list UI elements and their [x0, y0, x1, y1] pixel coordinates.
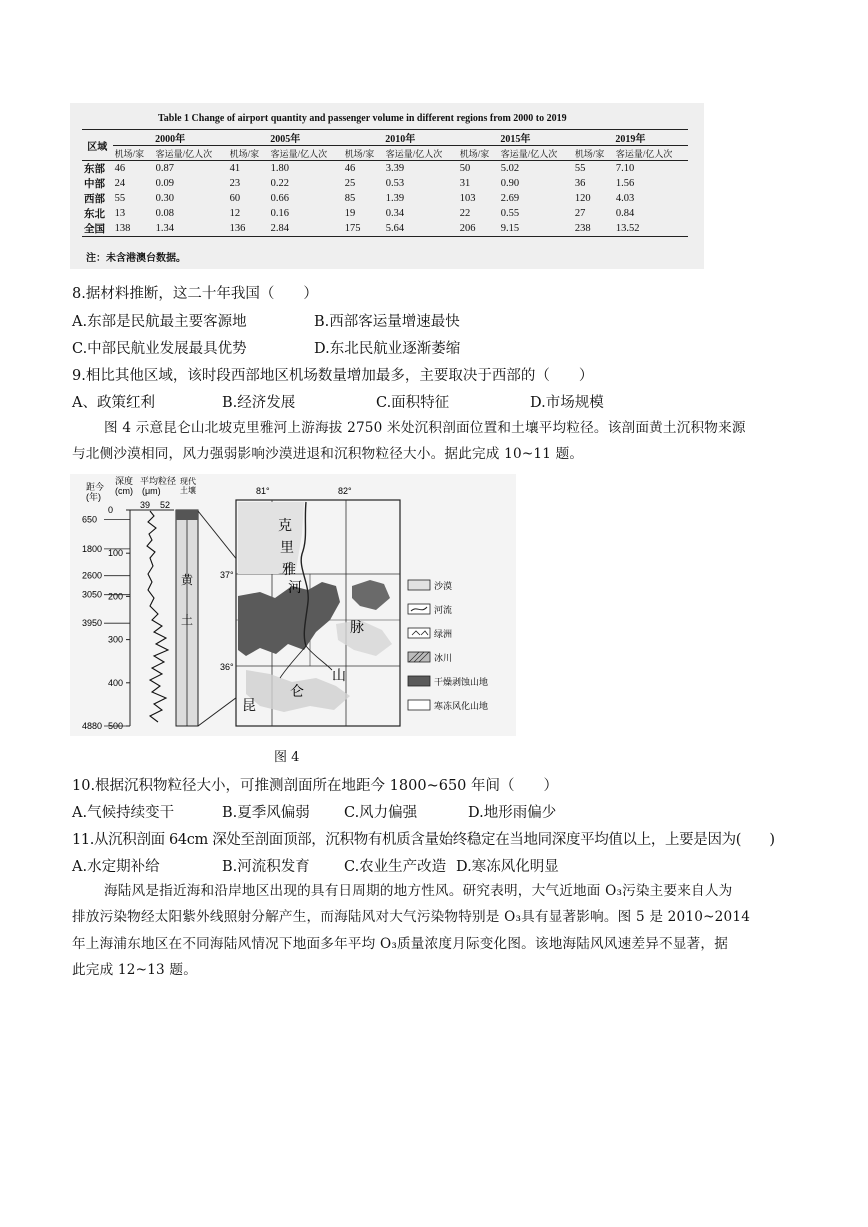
depth-tick-label: 0 — [108, 505, 114, 515]
age-tick-label: 1800 — [82, 543, 103, 554]
table-cell: 7.10 — [615, 163, 635, 174]
depth-tick-label: 500 — [108, 721, 124, 731]
region-cell: 全国 — [82, 221, 113, 237]
q8-stem: 8.据材料推断，这二十年我国（ ） — [72, 286, 318, 302]
table-row — [82, 176, 688, 191]
age-tick-label: 3950 — [82, 618, 103, 629]
year-header: 2019年 — [573, 130, 688, 146]
table-cell: 50 — [459, 163, 471, 174]
table-cell: 23 — [229, 178, 241, 189]
legend-swatch-frost-weathering — [408, 700, 430, 710]
table-cell: 46 — [344, 163, 356, 174]
intro-12-13-line2: 排放污染物经太阳紫外线照射分解产生，而海陆风对大气污染物特别是 O₃具有显著影响。图 5 是 2010~2014 — [72, 909, 751, 925]
year-header: 2000年 — [113, 130, 228, 146]
table-cell: 0.08 — [155, 208, 174, 219]
q11-option-d[interactable]: D.寒冻风化明显 — [456, 859, 559, 875]
table-cell: 25 — [344, 178, 356, 189]
q11-option-b[interactable]: B.河流积发育 — [222, 859, 310, 875]
sub-header: 客运量/亿人次 — [499, 146, 573, 161]
grain-tick: 39 — [140, 500, 151, 510]
table-cell: 46 — [114, 163, 126, 174]
sub-header: 机场/家 — [458, 146, 499, 161]
table-caption: Table 1 Change of airport quantity and passenger volume in different regions from 2000 to 2019 — [158, 113, 567, 124]
region-cell: 东部 — [84, 164, 105, 175]
table-cell: 0.84 — [615, 208, 635, 219]
q8-option-c[interactable]: C.中部民航业发展最具优势 — [72, 341, 247, 357]
age-tick-label: 3050 — [82, 589, 103, 600]
q8-option-b[interactable]: B.西部客运量增速最快 — [314, 314, 460, 330]
age-tick-label: 2600 — [82, 570, 103, 581]
table-cell: 5.02 — [500, 163, 520, 174]
table-cell: 36 — [574, 178, 586, 189]
year-header: 2015年 — [458, 130, 573, 146]
figure-4-caption: 图 4 — [274, 750, 300, 765]
q9-option-c[interactable]: C.面积特征 — [376, 395, 450, 411]
table-cell: 3.39 — [385, 163, 405, 174]
age-tick-label: 4880 — [82, 721, 103, 731]
q10-option-c[interactable]: C.风力偏强 — [344, 805, 418, 821]
sub-header: 机场/家 — [573, 146, 614, 161]
legend-label: 冰川 — [434, 653, 453, 663]
legend-label: 干燥剥蚀山地 — [434, 677, 489, 687]
table-cell: 103 — [459, 193, 476, 204]
table-cell: 22 — [459, 208, 471, 219]
table-row — [82, 191, 688, 206]
table-cell: 60 — [229, 193, 241, 204]
table-cell: 12 — [229, 208, 241, 219]
legend-label: 寒冻风化山地 — [434, 701, 489, 711]
region-header: 区域 — [82, 130, 113, 161]
place-label: 克 — [278, 518, 292, 534]
region-cell: 西部 — [84, 194, 105, 205]
table-cell: 0.55 — [500, 208, 520, 219]
lat-label: 36° — [220, 662, 234, 672]
sub-header: 客运量/亿人次 — [614, 146, 688, 161]
table-cell: 0.30 — [155, 193, 174, 204]
sub-header: 客运量/亿人次 — [154, 146, 228, 161]
depth-tick-label: 100 — [108, 548, 124, 559]
q10-option-a[interactable]: A.气候持续变干 — [72, 805, 175, 821]
lat-label: 37° — [220, 570, 234, 580]
table-cell: 55 — [114, 193, 126, 204]
table-cell: 13.52 — [614, 221, 688, 237]
year-header: 2005年 — [228, 130, 343, 146]
depth-tick-label: 200 — [108, 591, 124, 602]
table-cell: 41 — [229, 163, 241, 174]
q11-option-c[interactable]: C.农业生产改造 — [344, 859, 447, 875]
q8-option-a[interactable]: A.东部是民航最主要客源地 — [72, 314, 247, 330]
q10-option-b[interactable]: B.夏季风偏弱 — [222, 805, 310, 821]
legend-swatch-dry-eroded — [408, 676, 430, 686]
table-cell: 2.84 — [269, 221, 343, 237]
place-label: 昆 — [242, 698, 256, 714]
sub-header: 机场/家 — [343, 146, 384, 161]
place-label: 山 — [332, 668, 346, 684]
q9-option-a[interactable]: A、政策红利 — [72, 395, 155, 411]
legend-swatch-desert — [408, 580, 430, 590]
sub-header: 客运量/亿人次 — [269, 146, 343, 161]
q10-stem: 10.根据沉积物粒径大小，可推测剖面所在地距今 1800~650 年间（ ） — [72, 778, 559, 794]
intro-10-11-line1: 图 4 示意昆仑山北坡克里雅河上游海拔 2750 米处沉积剖面位置和土壤平均粒径。该剖面黄土沉积物来源 — [104, 420, 746, 436]
table-row — [82, 161, 688, 177]
intro-12-13-line1: 海陆风是指近海和沿岸地区出现的具有日周期的地方性风。研究表明，大气近地面 O₃污染主要来自人为 — [104, 883, 733, 899]
legend-label: 河流 — [434, 605, 453, 615]
airport-table — [82, 129, 688, 237]
grain-tick: 52 — [160, 500, 171, 510]
table-cell: 13 — [114, 208, 126, 219]
lon-label: 82° — [338, 486, 352, 496]
region-cell: 东北 — [84, 209, 105, 220]
table-cell: 0.53 — [385, 178, 405, 189]
figure-4 — [70, 474, 516, 736]
table-cell: 31 — [459, 178, 471, 189]
table-cell: 206 — [458, 221, 499, 237]
loess-label: 土 — [181, 613, 194, 627]
table-cell: 1.39 — [385, 193, 405, 204]
sub-header: 机场/家 — [113, 146, 154, 161]
depth-tick-label: 400 — [108, 677, 124, 688]
q9-option-d[interactable]: D.市场规模 — [530, 395, 604, 411]
lon-label: 81° — [256, 486, 270, 496]
table-cell: 5.64 — [384, 221, 458, 237]
q8-option-d[interactable]: D.东北民航业逐渐萎缩 — [314, 341, 461, 357]
table-cell: 27 — [574, 208, 586, 219]
grain-header: 平均粒径(μm) — [140, 476, 177, 496]
place-label: 河 — [288, 580, 302, 596]
table-cell: 55 — [574, 163, 586, 174]
table-cell: 24 — [114, 178, 126, 189]
table-cell: 138 — [113, 221, 154, 237]
q11-stem: 11.从沉积剖面 64cm 深处至剖面顶部，沉积物有机质含量始终稳定在当地同深度平均值以上，上要是因为( ) — [72, 832, 775, 848]
table-cell: 0.09 — [155, 178, 174, 189]
table-cell: 0.87 — [155, 163, 174, 174]
table-cell: 19 — [344, 208, 356, 219]
place-label: 雅 — [282, 562, 296, 578]
depth-header: 深度(cm) — [115, 476, 134, 496]
table-cell: 2.69 — [500, 193, 520, 204]
q10-option-d[interactable]: D.地形雨偏少 — [468, 805, 557, 821]
map-legend — [408, 580, 488, 711]
table-cell: 0.22 — [270, 178, 290, 189]
table-cell: 175 — [343, 221, 384, 237]
age-tick-label: 650 — [82, 514, 98, 525]
modern-soil-layer — [176, 510, 198, 520]
table-cell: 136 — [228, 221, 269, 237]
table-cell: 0.16 — [270, 208, 290, 219]
table-image — [70, 103, 704, 269]
intro-12-13-line3: 年上海浦东地区在不同海陆风情况下地面多年平均 O₃质量浓度月际变化图。该地海陆风风速差异不显著，据 — [72, 936, 729, 952]
place-label: 仑 — [290, 684, 304, 700]
intro-12-13-line4: 此完成 12~13 题。 — [72, 962, 197, 978]
table-cell: 0.34 — [385, 208, 405, 219]
table-cell: 4.03 — [615, 193, 635, 204]
table-cell: 9.15 — [499, 221, 573, 237]
sub-header: 机场/家 — [228, 146, 269, 161]
depth-ticks — [108, 505, 130, 731]
soil-header: 现代土壤 — [180, 477, 196, 495]
q11-option-a[interactable]: A.水定期补给 — [72, 859, 160, 875]
table-cell: 238 — [573, 221, 614, 237]
age-ticks — [82, 515, 130, 731]
table-cell: 0.66 — [270, 193, 290, 204]
region-cell: 中部 — [84, 179, 105, 190]
intro-10-11-line2: 与北侧沙漠相同，风力强弱影响沙漠进退和沉积物粒径大小。据此完成 10~11 题。 — [72, 446, 584, 462]
year-header: 2010年 — [343, 130, 458, 146]
legend-label: 绿洲 — [434, 629, 453, 639]
table-cell: 85 — [344, 193, 356, 204]
depth-tick-label: 300 — [108, 634, 124, 645]
figure-4-graphic — [70, 474, 516, 736]
table-row — [82, 206, 688, 221]
q9-option-b[interactable]: B.经济发展 — [222, 395, 296, 411]
grain-size-curve — [147, 511, 168, 722]
table-cell: 1.34 — [154, 221, 228, 237]
table-cell: 1.80 — [270, 163, 290, 174]
table-note: 注：未含港澳台数据。 — [86, 253, 186, 264]
q9-stem: 9.相比其他区域，该时段西部地区机场数量增加最多，主要取决于西部的（ ） — [72, 368, 594, 384]
age-header: 距今(年) — [86, 482, 105, 502]
table-row — [82, 221, 688, 237]
legend-label: 沙漠 — [434, 581, 453, 591]
table-cell: 120 — [574, 193, 591, 204]
table-cell: 0.90 — [500, 178, 520, 189]
loess-label: 黄 — [181, 573, 194, 587]
sub-header: 客运量/亿人次 — [384, 146, 458, 161]
place-label: 里 — [280, 540, 294, 556]
place-label: 脉 — [350, 620, 364, 636]
table-cell: 1.56 — [615, 178, 635, 189]
